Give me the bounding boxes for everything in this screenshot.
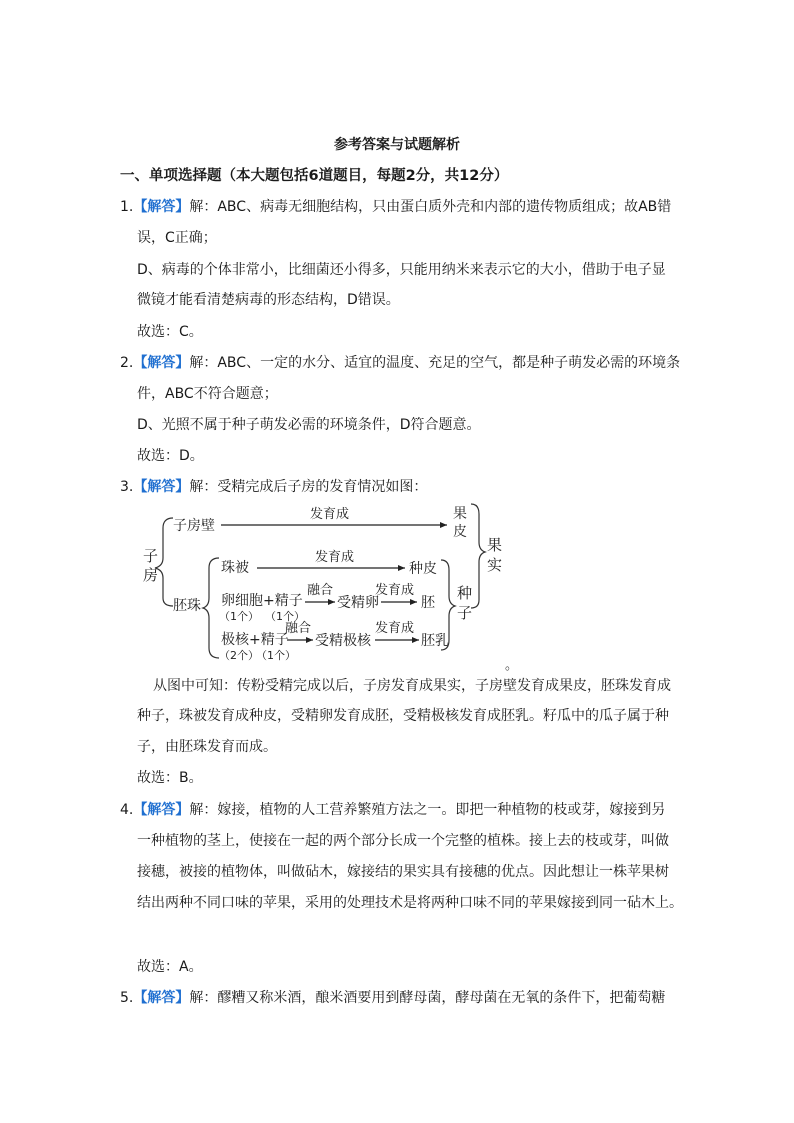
section-heading: 一、单项选择题（本大题包括6道题目，每题2分，共12分） <box>120 168 509 184</box>
answer-text: 解：嫁接，植物的人工营养繁殖方法之一。即把一种植物的枝或芽，嫁接到另 <box>189 802 666 818</box>
answer-3-line-1 <box>120 477 427 497</box>
label-seed-2: 子 <box>457 604 473 622</box>
answer-2-line-2: 件，ABC不符合题意； <box>137 386 278 402</box>
answer-text: 解：ABC、一定的水分、适宜的温度、充足的空气，都是种子萌发必需的环境条 <box>189 355 681 371</box>
label-fuse-2: 融合 <box>285 621 312 636</box>
label-pericarp-2: 皮 <box>453 524 467 540</box>
answer-text: 解：受精完成后子房的发育情况如图： <box>189 479 428 495</box>
answer-1-line-4: 微镜才能看清楚病毒的形态结构，D错误。 <box>137 292 400 308</box>
label-egg-sperm: 卵细胞+精子 <box>221 593 303 609</box>
answer-2-line-3: D、光照不属于种子萌发必需的环境条件，D符合题意。 <box>137 417 481 433</box>
brace-ovule <box>203 558 219 658</box>
answer-tag: 【解答】 <box>133 199 190 215</box>
label-egg-count: （1个） <box>219 610 259 623</box>
answer-4-line-2: 一种植物的茎上，使接在一起的两个部分长成一个完整的植株。接上去的枝或芽，叫做 <box>137 833 669 849</box>
label-polar-sperm: 极核+精子 <box>221 632 289 648</box>
answer-tag: 【解答】 <box>133 990 190 1006</box>
answer-tag: 【解答】 <box>133 355 190 371</box>
label-develops-3: 发育成 <box>375 583 415 598</box>
answer-3-line-3: 种子，珠被发育成种皮，受精卵发育成胚，受精极核发育成胚乳。籽瓜中的瓜子属于种 <box>137 708 669 724</box>
answer-number: 4. <box>120 802 134 818</box>
label-fuse-1: 融合 <box>307 583 334 598</box>
answer-tag: 【解答】 <box>133 802 190 818</box>
answer-number: 5. <box>120 990 134 1006</box>
answer-number: 3. <box>120 479 134 495</box>
label-seed-coat: 种皮 <box>409 561 437 577</box>
answer-2-line-1 <box>120 353 680 373</box>
label-polar-count: （2个） <box>219 649 259 662</box>
label-develops-2: 发育成 <box>315 550 355 565</box>
answer-4-choice: 故选：A。 <box>137 959 203 975</box>
answer-2-choice: 故选：D。 <box>137 448 204 464</box>
ovary-development-diagram <box>135 498 555 673</box>
answer-text: 解：醪糟又称米酒，酿米酒要用到酵母菌，酵母菌在无氧的条件下，把葡萄糖 <box>189 990 666 1006</box>
answer-number: 1. <box>120 199 134 215</box>
answer-1-line-1 <box>120 197 671 217</box>
answer-1-line-2: 误，C正确； <box>137 230 217 246</box>
label-ovary-1: 子 <box>143 547 159 565</box>
answer-4-line-3: 接穗，被接的植物体，叫做砧木，嫁接结的果实具有接穗的优点。因此想让一株苹果树 <box>137 864 669 880</box>
label-sperm-count: （1个） <box>265 610 305 623</box>
label-sperm-count-2: （1个） <box>256 649 296 662</box>
label-fruit-2: 实 <box>487 556 503 574</box>
label-develops-4: 发育成 <box>375 621 415 636</box>
answer-tag: 【解答】 <box>133 479 190 495</box>
brace-fruit <box>471 504 485 608</box>
answer-1-choice: 故选：C。 <box>137 324 203 340</box>
answer-4-line-4: 结出两种不同口味的苹果，采用的处理技术是将两种口味不同的苹果嫁接到同一砧木上。 <box>137 895 683 911</box>
label-fruit-1: 果 <box>487 536 503 554</box>
label-ovule: 胚珠 <box>173 598 201 614</box>
label-develops-1: 发育成 <box>310 507 350 522</box>
label-seed-1: 种 <box>457 584 473 602</box>
label-ovary-wall: 子房壁 <box>173 518 215 534</box>
label-ovary-2: 房 <box>143 566 159 584</box>
label-fertilized-polar: 受精极核 <box>315 633 371 649</box>
label-fertilized-egg: 受精卵 <box>337 595 379 611</box>
answer-4-line-1 <box>120 800 665 820</box>
diagram-period: 。 <box>505 658 519 673</box>
answer-1-line-3: D、病毒的个体非常小，比细菌还小得多，只能用纳米来表示它的大小，借助于电子显 <box>137 262 666 278</box>
label-integument: 珠被 <box>221 560 249 576</box>
page-title: 参考答案与试题解析 <box>334 137 460 153</box>
answer-text: 解：ABC、病毒无细胞结构，只由蛋白质外壳和内部的遗传物质组成；故AB错 <box>189 199 672 215</box>
answer-5-line-1 <box>120 988 665 1008</box>
answer-3-line-2: 从图中可知：传粉受精完成以后，子房发育成果实，子房壁发育成果皮，胚珠发育成 <box>153 678 671 694</box>
answer-number: 2. <box>120 355 134 371</box>
label-pericarp-1: 果 <box>453 506 467 522</box>
answer-3-line-4: 子，由胚珠发育而成。 <box>137 739 277 755</box>
answer-3-choice: 故选：B。 <box>137 770 203 786</box>
label-embryo: 胚 <box>421 595 435 611</box>
label-endosperm: 胚乳 <box>421 633 449 649</box>
